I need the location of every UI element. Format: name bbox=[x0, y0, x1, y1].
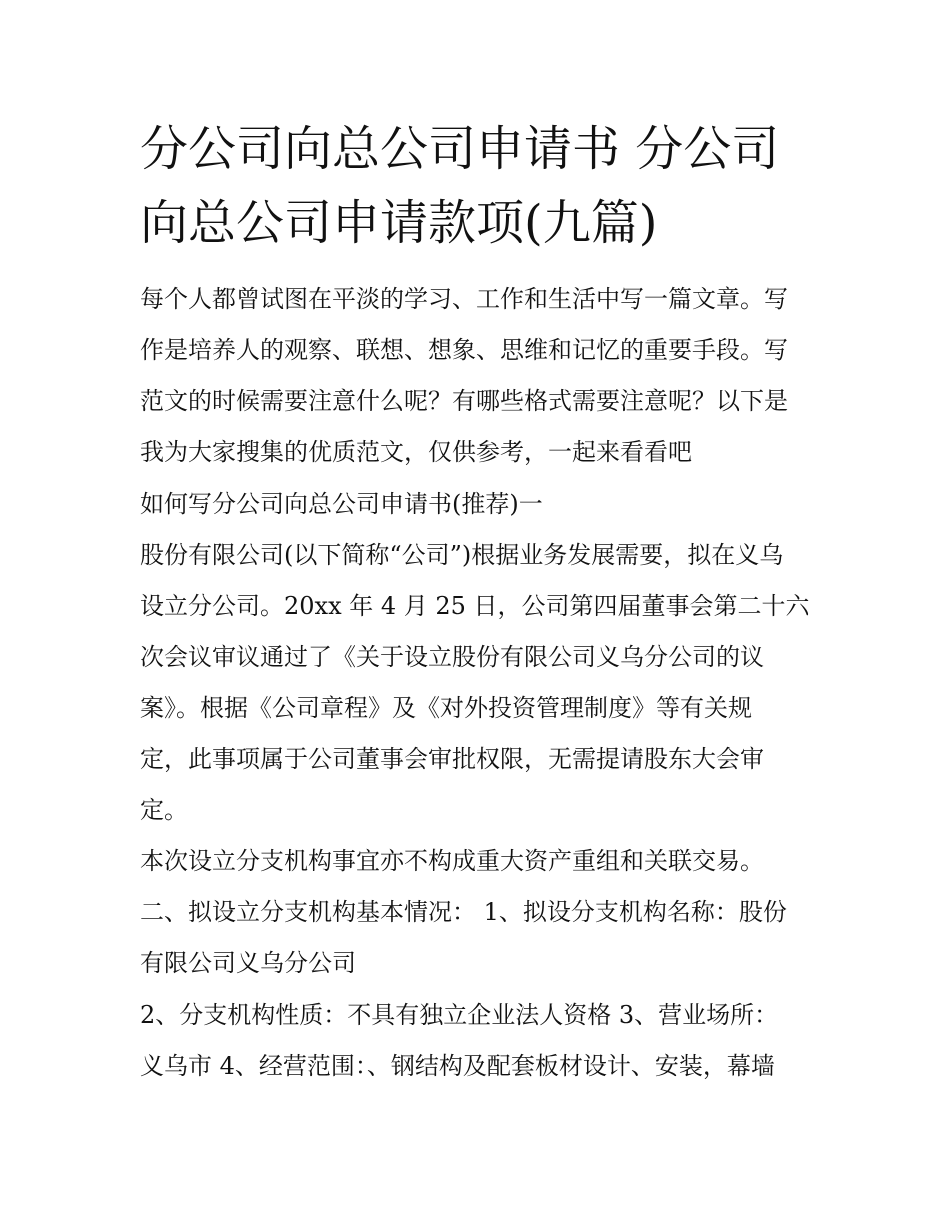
body-line-1: 每个人都曾试图在平淡的学习、工作和生活中写一篇文章。写 bbox=[140, 285, 788, 313]
body-line-12: 本次设立分支机构事宜亦不构成重大资产重组和关联交易。 bbox=[140, 847, 764, 875]
body-line-14: 有限公司义乌分公司 bbox=[140, 949, 356, 977]
body-line-7: 设立分公司。20xx 年 4 月 25 日，公司第四届董事会第二十六 bbox=[140, 592, 810, 620]
body-line-9: 案》。根据《公司章程》及《对外投资管理制度》等有关规 bbox=[140, 694, 752, 722]
body-line-5: 如何写分公司向总公司申请书(推荐)一 bbox=[140, 490, 543, 518]
body-line-4: 我为大家搜集的优质范文，仅供参考，一起来看看吧 bbox=[140, 438, 692, 466]
title-line-1: 分公司向总公司申请书 分公司 bbox=[140, 121, 780, 177]
body-line-15: 2、分支机构性质：不具有独立企业法人资格 3、营业场所： bbox=[140, 1001, 779, 1029]
document-title bbox=[140, 112, 830, 260]
body-line-16: 义乌市 4、经营范围：、钢结构及配套板材设计、安装，幕墙 bbox=[140, 1052, 775, 1080]
body-line-11: 定。 bbox=[140, 796, 188, 824]
body-line-2: 作是培养人的观察、联想、想象、思维和记忆的重要手段。写 bbox=[140, 336, 788, 364]
body-line-3: 范文的时候需要注意什么呢？有哪些格式需要注意呢？以下是 bbox=[140, 387, 788, 415]
title-line-2: 向总公司申请款项(九篇) bbox=[140, 195, 658, 251]
body-line-13: 二、拟设立分支机构基本情况： 1、拟设分支机构名称：股份 bbox=[140, 898, 787, 926]
body-line-10: 定，此事项属于公司董事会审批权限，无需提请股东大会审 bbox=[140, 745, 764, 773]
body-line-6: 股份有限公司(以下简称“公司”)根据业务发展需要，拟在义乌 bbox=[140, 541, 784, 569]
body-line-8: 次会议审议通过了《关于设立股份有限公司义乌分公司的议 bbox=[140, 643, 764, 671]
